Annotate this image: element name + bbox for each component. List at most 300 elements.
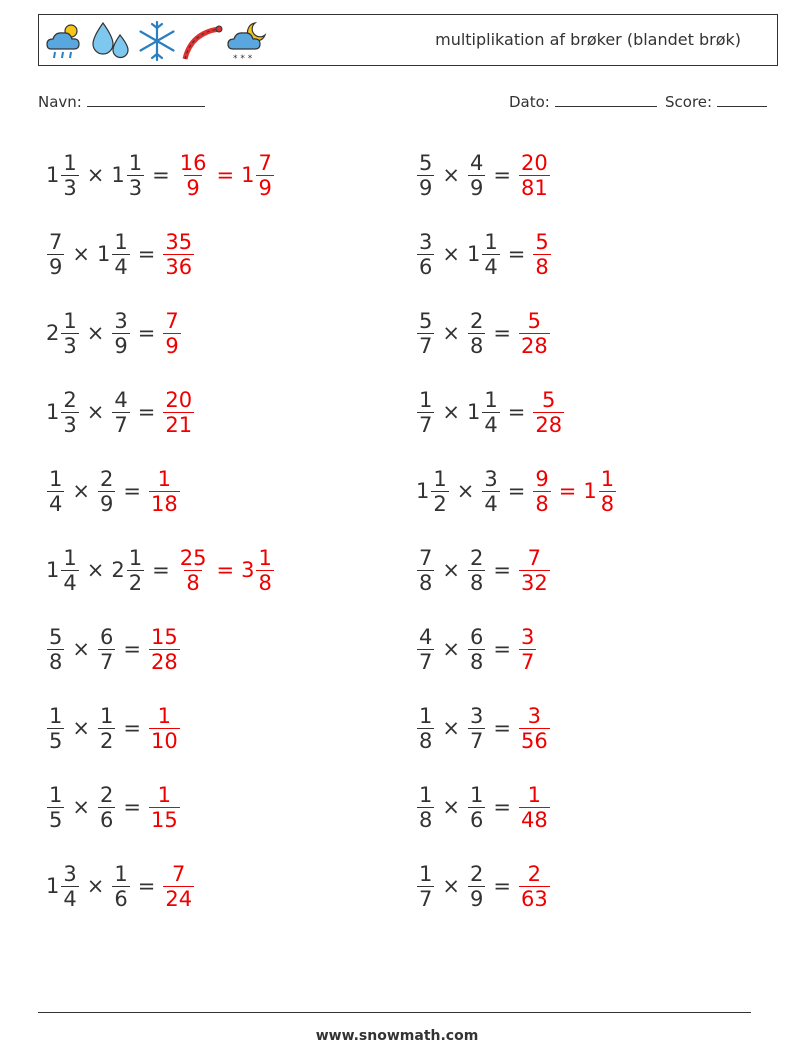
fraction (417, 388, 434, 437)
answer-fraction (519, 546, 550, 595)
fraction (468, 625, 485, 674)
denominator: 4 (63, 570, 77, 595)
answer-mixed-number (241, 546, 275, 595)
numerator: 1 (433, 466, 447, 491)
answer (148, 467, 181, 516)
denominator: 28 (535, 412, 563, 437)
fraction (98, 467, 115, 516)
denominator: 8 (419, 807, 433, 832)
denominator: 8 (469, 333, 484, 358)
answer-fraction (163, 309, 180, 358)
answer (177, 151, 275, 200)
numerator: 5 (535, 229, 549, 254)
times-sign: × (86, 558, 105, 582)
date-field (509, 91, 657, 111)
denominator: 9 (165, 333, 179, 358)
equals-sign: = (493, 874, 511, 898)
operand-a (416, 151, 435, 200)
answer (162, 862, 195, 911)
denominator: 8 (535, 491, 549, 516)
denominator: 9 (258, 175, 272, 200)
operand-b (467, 704, 486, 753)
fraction (482, 467, 499, 516)
whole-number: 1 (96, 242, 111, 266)
denominator: 2 (99, 728, 114, 753)
answer-fraction (519, 309, 550, 358)
answer-fraction (519, 783, 550, 832)
operand-a (46, 625, 65, 674)
operand-b (97, 467, 116, 516)
equals-sign: = (507, 479, 526, 503)
answer (518, 704, 551, 753)
whole-number: 1 (466, 242, 481, 266)
denominator: 6 (469, 807, 484, 832)
water-drops-icon (89, 19, 133, 63)
fraction (417, 704, 434, 753)
numerator: 3 (469, 703, 484, 728)
times-sign: × (442, 558, 460, 582)
denominator: 32 (520, 570, 548, 595)
fraction (47, 704, 64, 753)
denominator: 7 (114, 412, 128, 437)
denominator: 10 (150, 728, 178, 753)
numerator: 7 (419, 545, 433, 570)
times-sign: × (456, 479, 475, 503)
answer-fraction (533, 388, 564, 437)
problem-item (416, 145, 551, 205)
denominator: 5 (49, 807, 63, 832)
equals-sign: = (123, 795, 141, 819)
problem-item (46, 145, 275, 205)
times-sign: × (86, 163, 105, 187)
fraction (98, 625, 115, 674)
problem-item (416, 303, 551, 363)
denominator: 6 (419, 254, 433, 279)
date-blank[interactable] (555, 91, 657, 107)
times-sign: × (442, 242, 460, 266)
operand-a (46, 467, 65, 516)
problem-item (46, 698, 181, 758)
fraction (431, 467, 448, 516)
numerator: 20 (165, 387, 193, 412)
times-sign: × (442, 874, 460, 898)
denominator: 5 (49, 728, 63, 753)
numerator: 6 (99, 624, 114, 649)
operand-b (111, 388, 130, 437)
denominator: 15 (150, 807, 178, 832)
denominator: 4 (63, 886, 77, 911)
equals-sign: = (137, 321, 156, 345)
whole-number: 1 (46, 874, 60, 898)
fraction (61, 546, 78, 595)
fraction (61, 862, 78, 911)
fraction (61, 388, 78, 437)
denominator: 7 (419, 333, 433, 358)
numerator: 1 (484, 229, 498, 254)
denominator: 4 (49, 491, 63, 516)
equals-sign: = (493, 716, 511, 740)
date-label: Dato: (509, 93, 550, 111)
problem-item (416, 382, 565, 442)
numerator: 1 (114, 861, 128, 886)
numerator: 1 (419, 782, 433, 807)
denominator: 4 (484, 412, 498, 437)
operand-b (97, 783, 116, 832)
whole-number: 1 (46, 163, 60, 187)
times-sign: × (86, 400, 105, 424)
numerator: 4 (419, 624, 433, 649)
fraction (47, 230, 64, 279)
numerator: 1 (99, 703, 114, 728)
answer (148, 625, 181, 674)
whole-number: 1 (466, 400, 481, 424)
denominator: 24 (165, 886, 193, 911)
operand-b (111, 309, 130, 358)
operand-a (416, 467, 450, 516)
denominator: 36 (165, 254, 193, 279)
operand-b (467, 625, 486, 674)
numerator: 1 (63, 308, 77, 333)
answer-equals-sign: = (216, 163, 235, 187)
answer-fraction (163, 230, 194, 279)
times-sign: × (72, 716, 90, 740)
denominator: 8 (49, 649, 63, 674)
denominator: 4 (484, 491, 498, 516)
denominator: 3 (63, 175, 77, 200)
denominator: 81 (520, 175, 548, 200)
fraction (98, 704, 115, 753)
problem-item (46, 382, 195, 442)
whole-number: 1 (241, 163, 255, 187)
numerator: 7 (49, 229, 63, 254)
equals-sign: = (123, 479, 141, 503)
answer-mixed-number (583, 467, 617, 516)
numerator: 1 (128, 545, 143, 570)
operand-a (416, 625, 435, 674)
denominator: 3 (63, 333, 77, 358)
numerator: 15 (150, 624, 178, 649)
answer (518, 309, 551, 358)
numerator: 7 (258, 150, 272, 175)
fraction (127, 151, 144, 200)
numerator: 3 (527, 703, 542, 728)
numerator: 1 (157, 782, 172, 807)
denominator: 3 (128, 175, 143, 200)
equals-sign: = (493, 558, 511, 582)
answer (532, 467, 617, 516)
equals-sign: = (493, 321, 511, 345)
numerator: 35 (165, 229, 193, 254)
numerator: 1 (49, 466, 63, 491)
denominator: 9 (186, 175, 200, 200)
operand-b (97, 230, 131, 279)
denominator: 4 (484, 254, 498, 279)
times-sign: × (72, 242, 90, 266)
answer-fraction (149, 704, 180, 753)
times-sign: × (86, 321, 105, 345)
operand-b (111, 151, 145, 200)
equals-sign: = (152, 163, 170, 187)
numerator: 1 (49, 703, 63, 728)
equals-sign: = (152, 558, 170, 582)
numerator: 2 (99, 466, 114, 491)
fraction (468, 151, 485, 200)
denominator: 7 (419, 649, 433, 674)
denominator: 8 (535, 254, 549, 279)
fraction (47, 783, 64, 832)
numerator: 1 (600, 466, 615, 491)
answer-fraction (149, 783, 180, 832)
problem-item (46, 777, 181, 837)
denominator: 28 (150, 649, 178, 674)
fraction (599, 467, 616, 516)
problem-item (416, 777, 551, 837)
operand-b (97, 625, 116, 674)
numerator: 1 (157, 466, 172, 491)
answer-fraction (533, 230, 550, 279)
whole-number: 1 (583, 479, 597, 503)
numerator: 5 (527, 308, 542, 333)
answer-fraction (533, 467, 550, 516)
answer-fraction (163, 862, 194, 911)
numerator: 1 (114, 229, 128, 254)
operand-a (46, 704, 65, 753)
answer (518, 783, 551, 832)
fraction (112, 388, 129, 437)
name-label: Navn: (38, 93, 82, 111)
equals-sign: = (493, 163, 511, 187)
numerator: 1 (419, 703, 433, 728)
fraction (417, 546, 434, 595)
operand-a (416, 230, 435, 279)
denominator: 8 (186, 570, 200, 595)
equals-sign: = (493, 637, 511, 661)
answer (518, 151, 551, 200)
denominator: 8 (469, 649, 484, 674)
numerator: 5 (419, 150, 433, 175)
answer-fraction (519, 862, 550, 911)
numerator: 3 (520, 624, 535, 649)
fraction (47, 467, 64, 516)
fraction (417, 151, 434, 200)
problem-item (416, 856, 551, 916)
equals-sign: = (507, 400, 526, 424)
whole-number: 2 (46, 321, 60, 345)
equals-sign: = (137, 400, 156, 424)
equals-sign: = (137, 874, 156, 898)
wind-icon (181, 19, 225, 63)
problem-item (416, 540, 551, 600)
numerator: 1 (128, 150, 143, 175)
fraction (47, 625, 64, 674)
fraction (417, 625, 434, 674)
equals-sign: = (493, 795, 511, 819)
answer-fraction (178, 151, 209, 200)
answer (532, 388, 565, 437)
problem-item (46, 461, 181, 521)
problem-item (46, 303, 182, 363)
name-blank[interactable] (87, 91, 205, 107)
problem-item (416, 698, 551, 758)
rain-cloud-sun-icon (43, 19, 87, 63)
problem-item (46, 856, 195, 916)
denominator: 8 (600, 491, 615, 516)
numerator: 1 (419, 387, 433, 412)
fraction (112, 230, 129, 279)
times-sign: × (72, 795, 90, 819)
denominator: 8 (419, 728, 433, 753)
score-field (665, 91, 767, 111)
times-sign: × (442, 400, 460, 424)
operand-b (111, 862, 130, 911)
numerator: 6 (469, 624, 484, 649)
whole-number: 2 (111, 558, 125, 582)
answer (177, 546, 275, 595)
whole-number: 1 (46, 400, 60, 424)
denominator: 7 (99, 649, 114, 674)
equals-sign: = (123, 716, 141, 740)
answer (518, 862, 551, 911)
whole-number: 1 (46, 558, 60, 582)
whole-number: 3 (241, 558, 255, 582)
numerator: 2 (63, 387, 77, 412)
numerator: 1 (527, 782, 542, 807)
denominator: 21 (165, 412, 193, 437)
times-sign: × (442, 795, 460, 819)
operand-b (467, 309, 486, 358)
problem-item (416, 619, 537, 679)
worksheet-header (38, 14, 778, 66)
times-sign: × (442, 163, 460, 187)
operand-a (416, 862, 435, 911)
numerator: 1 (419, 861, 433, 886)
operand-b (97, 704, 116, 753)
numerator: 1 (258, 545, 272, 570)
whole-number: 1 (111, 163, 125, 187)
equals-sign: = (507, 242, 526, 266)
numerator: 1 (484, 387, 498, 412)
numerator: 2 (469, 308, 484, 333)
numerator: 3 (63, 861, 77, 886)
numerator: 2 (99, 782, 114, 807)
numerator: 2 (469, 545, 484, 570)
problem-item (46, 619, 181, 679)
numerator: 1 (469, 782, 484, 807)
denominator: 9 (419, 175, 433, 200)
fraction (256, 151, 273, 200)
denominator: 9 (114, 333, 128, 358)
denominator: 3 (63, 412, 77, 437)
numerator: 7 (165, 308, 179, 333)
svg-text:* * *: * * * (233, 54, 253, 63)
operand-a (46, 151, 80, 200)
denominator: 9 (469, 886, 484, 911)
denominator: 48 (520, 807, 548, 832)
fraction (468, 783, 485, 832)
fraction (482, 388, 499, 437)
operand-b (467, 230, 501, 279)
operand-b (467, 862, 486, 911)
denominator: 9 (99, 491, 114, 516)
denominator: 7 (520, 649, 535, 674)
denominator: 63 (520, 886, 548, 911)
equals-sign: = (123, 637, 141, 661)
answer-fraction (519, 151, 550, 200)
operand-a (46, 309, 80, 358)
operand-a (46, 783, 65, 832)
equals-sign: = (137, 242, 156, 266)
fraction (98, 783, 115, 832)
denominator: 9 (469, 175, 484, 200)
fraction (468, 309, 485, 358)
denominator: 6 (99, 807, 114, 832)
operand-b (467, 546, 486, 595)
numerator: 1 (157, 703, 172, 728)
fraction (127, 546, 144, 595)
answer (162, 230, 195, 279)
operand-a (416, 783, 435, 832)
score-label: Score: (665, 93, 713, 111)
answer-fraction (519, 625, 536, 674)
name-field (38, 91, 205, 111)
denominator: 7 (419, 886, 433, 911)
fraction (417, 230, 434, 279)
answer (148, 704, 181, 753)
fraction (417, 783, 434, 832)
operand-a (46, 862, 80, 911)
operand-a (416, 704, 435, 753)
operand-b (481, 467, 500, 516)
operand-a (46, 230, 65, 279)
fraction (61, 309, 78, 358)
problem-item (46, 540, 275, 600)
whole-number: 1 (416, 479, 430, 503)
times-sign: × (72, 637, 90, 661)
denominator: 8 (258, 570, 272, 595)
denominator: 8 (469, 570, 484, 595)
fraction (417, 309, 434, 358)
numerator: 4 (469, 150, 484, 175)
snowflake-icon (135, 19, 179, 63)
fraction (468, 704, 485, 753)
numerator: 5 (419, 308, 433, 333)
denominator: 2 (128, 570, 143, 595)
numerator: 3 (419, 229, 433, 254)
denominator: 8 (419, 570, 433, 595)
problem-item (416, 224, 552, 284)
score-blank[interactable] (717, 91, 767, 107)
operand-b (467, 388, 501, 437)
answer (162, 388, 195, 437)
fraction (256, 546, 273, 595)
footer-divider (38, 1012, 751, 1013)
numerator: 25 (179, 545, 207, 570)
numerator: 16 (179, 150, 207, 175)
times-sign: × (442, 716, 460, 740)
numerator: 3 (114, 308, 128, 333)
fraction (112, 862, 129, 911)
numerator: 1 (63, 545, 77, 570)
fraction (482, 230, 499, 279)
answer-fraction (149, 625, 180, 674)
answer-equals-sign: = (216, 558, 235, 582)
operand-a (416, 546, 435, 595)
answer-mixed-number (241, 151, 275, 200)
denominator: 6 (114, 886, 128, 911)
numerator: 1 (63, 150, 77, 175)
numerator: 9 (535, 466, 549, 491)
fraction (112, 309, 129, 358)
